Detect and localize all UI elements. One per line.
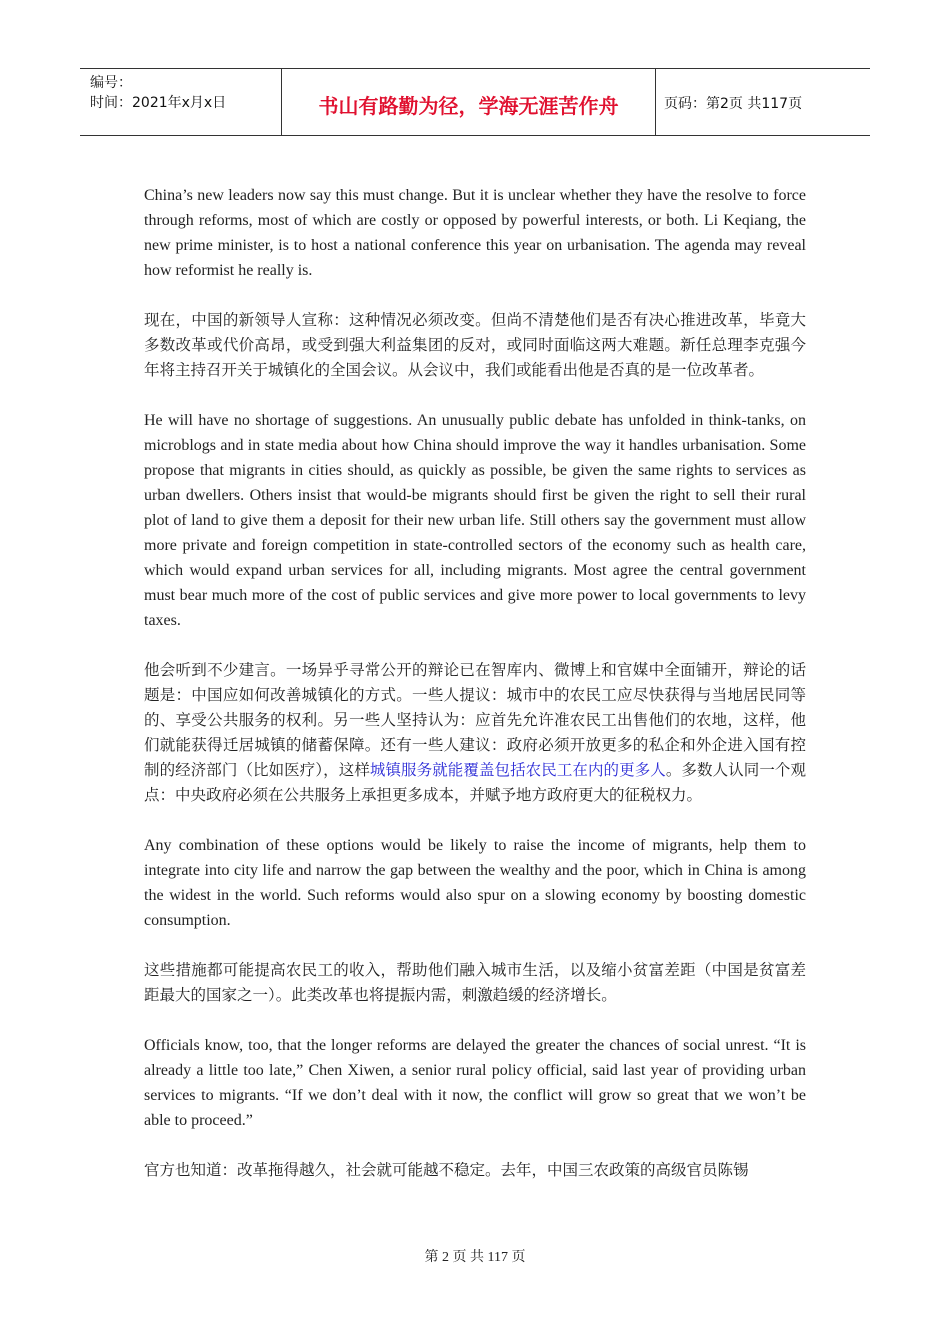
- header-meta: [80, 69, 282, 135]
- paragraph-3-zh: 这些措施都可能提高农民工的收入，帮助他们融入城市生活，以及缩小贫富差距（中国是贫富差距最大的国家之一）。此类改革也将提振内需，刺激趋缓的经济增长。: [144, 961, 806, 1004]
- paragraph-4-en: Officials know, too, that the longer reforms are delayed the greater the chances of social unrest. “It is already a little too late,” Chen Xiwen, a senior rural policy official, said last year of providing urban services to migrants. “If we don’t deal with it now, the conflict will grow so great that we won’t be able to proceed.”: [144, 1037, 806, 1129]
- page-footer: 第 2 页 共 117 页: [424, 1250, 526, 1265]
- header-motto: 书山有路勤为径，学海无涯苦作舟: [282, 69, 656, 135]
- paragraph-2-en: He will have no shortage of suggestions. An unusually public debate has unfolded in think-tanks, on microblogs and in state media about how China should improve the way it handles urbanisation. Some propose that migrants in cities should, as quickly as possible, be given the same rights to services as urban dwellers. Others insist that would-be migrants should first be given the right to sell their rural plot of land to give them a deposit for their new urban life. Still others say the government must allow more private and foreign competition in state-controlled sectors of the economy such as health care, which would expand urban services for all, including migrants. Most agree the central government must bear much more of the cost of public services and give more power to local governments to levy taxes.: [144, 412, 806, 629]
- number-label: 编号：: [90, 75, 132, 91]
- date-label: 时间：2021年x月x日: [90, 95, 227, 111]
- page-header: [80, 68, 870, 136]
- paragraph-2-zh-after: 。多数人认同一个观点：中央政府必须在公共服务上承担更多成本，并赋予地方政府更大的征税权力。: [144, 761, 806, 804]
- paragraph-4-zh: 官方也知道：改革拖得越久，社会就可能越不稳定。去年，中国三农政策的高级官员陈锡: [144, 1161, 749, 1179]
- hyperlink-text[interactable]: 城镇服务就能覆盖包括农民工在内的更多人: [369, 761, 666, 779]
- paragraph-2-zh: [144, 658, 806, 808]
- paragraph-3-en: Any combination of these options would be likely to raise the income of migrants, help them to integrate into city life and narrow the gap between the wealthy and the poor, which in China is among the widest in the world. Such reforms would also spur on a slowing economy by boosting domestic consumption.: [144, 837, 806, 929]
- header-page-info: 页码：第2页 共117页: [664, 96, 803, 112]
- paragraph-2-zh-before: 他会听到不少建言。一场异乎寻常公开的辩论已在智库内、微博上和官媒中全面铺开，辩论的话题是：中国应如何改善城镇化的方式。一些人提议：城市中的农民工应尽快获得与当地居民同等的、享受公共服务的权利。另一些人坚持认为：应首先允许准农民工出售他们的农地，这样，他们就能获得迁居城镇的储蓄保障。还有一些人建议：政府必须开放更多的私企和外企进入国有控制的经济部门（比如医疗），这样: [144, 661, 806, 779]
- document-body: [144, 183, 806, 1208]
- paragraph-1-en: China’s new leaders now say this must change. But it is unclear whether they have the resolve to force through reforms, most of which are costly or opposed by powerful interests, or both. Li Keqiang, the new prime minister, is to host a national conference this year on urbanisation. The agenda may reveal how reformist he really is.: [144, 187, 806, 279]
- paragraph-1-zh: 现在，中国的新领导人宣称：这种情况必须改变。但尚不清楚他们是否有决心推进改革，毕竟大多数改革或代价高昂，或受到强大利益集团的反对，或同时面临这两大难题。新任总理李克强今年将主持召开关于城镇化的全国会议。从会议中，我们或能看出他是否真的是一位改革者。: [144, 311, 806, 379]
